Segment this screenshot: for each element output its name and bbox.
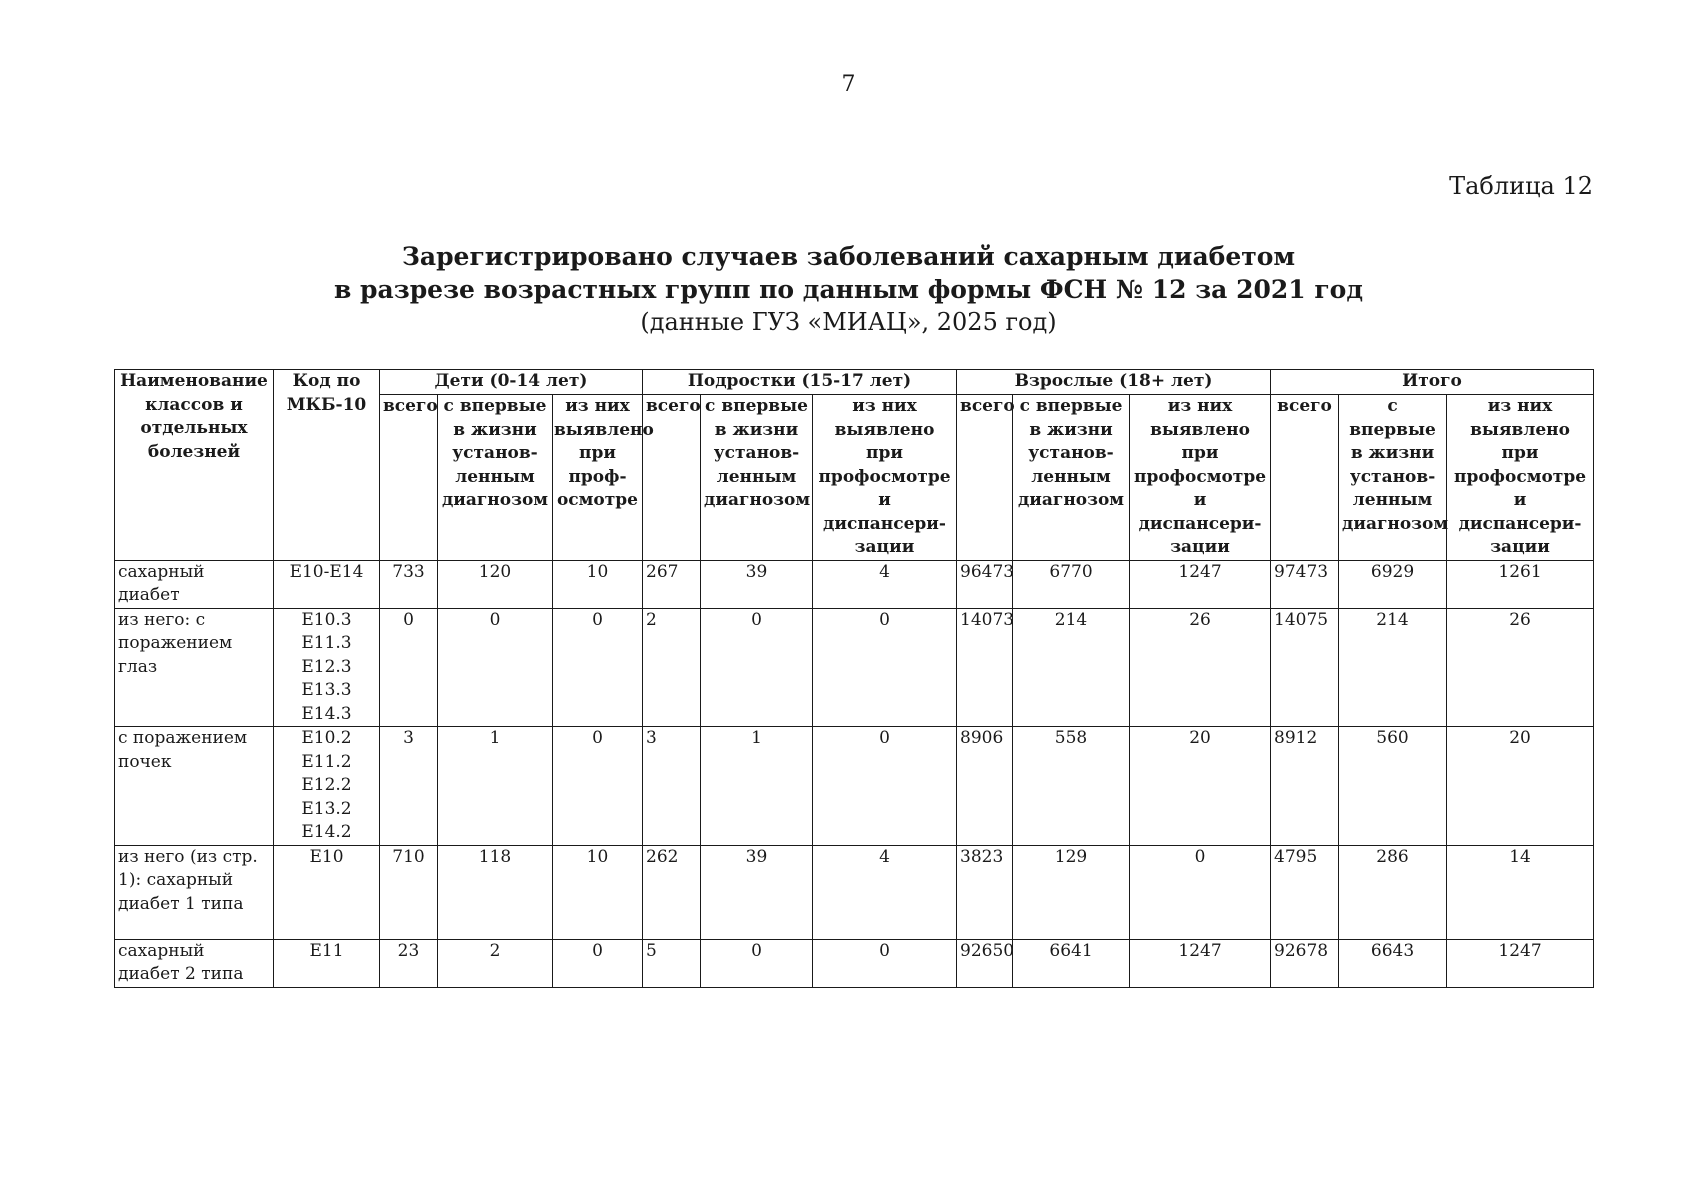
cell-teens-first: 0	[701, 939, 813, 987]
cell-teens-first: 1	[701, 727, 813, 846]
table-row	[115, 560, 1594, 608]
cell-total-total: 97473	[1271, 560, 1339, 608]
cell-teens-first: 0	[701, 608, 813, 727]
row-code: E10.3 E11.3 E12.3 E13.3 E14.3	[274, 608, 380, 727]
cell-total-total: 8912	[1271, 727, 1339, 846]
cell-children-total: 23	[380, 939, 438, 987]
cell-children-found: 0	[553, 939, 643, 987]
cell-adults-first: 6770	[1013, 560, 1130, 608]
header-sub-found: из них выявлено при профосмотре и диспансери-зации	[1130, 395, 1271, 561]
cell-total-total: 4795	[1271, 845, 1339, 939]
row-name: из него (из стр. 1): сахарный диабет 1 типа	[115, 845, 274, 939]
cell-adults-total: 14073	[957, 608, 1013, 727]
cell-children-found: 0	[553, 608, 643, 727]
cell-adults-first: 129	[1013, 845, 1130, 939]
header-group-adults: Взрослые (18+ лет)	[957, 370, 1271, 395]
cell-children-total: 733	[380, 560, 438, 608]
cell-adults-first: 6641	[1013, 939, 1130, 987]
cell-teens-found: 4	[813, 845, 957, 939]
cell-adults-total: 8906	[957, 727, 1013, 846]
page-number: 7	[841, 72, 856, 97]
cell-teens-found: 4	[813, 560, 957, 608]
header-sub-total: всего	[380, 395, 438, 561]
cell-teens-first: 39	[701, 560, 813, 608]
table-title	[0, 240, 1697, 339]
table-row	[115, 727, 1594, 846]
cell-children-first: 118	[438, 845, 553, 939]
table-header	[115, 370, 1594, 561]
cell-adults-found: 0	[1130, 845, 1271, 939]
cell-adults-found: 26	[1130, 608, 1271, 727]
cell-teens-total: 5	[643, 939, 701, 987]
cell-children-total: 3	[380, 727, 438, 846]
cell-adults-found: 1247	[1130, 939, 1271, 987]
header-group-teens: Подростки (15-17 лет)	[643, 370, 957, 395]
cell-children-first: 120	[438, 560, 553, 608]
title-line-2: в разрезе возрастных групп по данным формы ФСН № 12 за 2021 год	[333, 275, 1364, 304]
title-line-1: Зарегистрировано случаев заболеваний сахарным диабетом	[401, 242, 1296, 271]
cell-total-found: 1247	[1447, 939, 1594, 987]
cell-adults-total: 92650	[957, 939, 1013, 987]
row-code: E10-E14	[274, 560, 380, 608]
cell-total-first: 286	[1339, 845, 1447, 939]
header-sub-found: из них выявлено при проф-осмотре	[553, 395, 643, 561]
header-sub-first: с впервые в жизни установ-ленным диагнозом	[1339, 395, 1447, 561]
header-sub-total: всего	[643, 395, 701, 561]
cell-children-first: 1	[438, 727, 553, 846]
cell-total-first: 560	[1339, 727, 1447, 846]
cell-total-first: 214	[1339, 608, 1447, 727]
cell-total-total: 14075	[1271, 608, 1339, 727]
header-group-total: Итого	[1271, 370, 1594, 395]
header-sub-first: с впервые в жизни установ-ленным диагнозом	[438, 395, 553, 561]
header-sub-first: с впервые в жизни установ-ленным диагнозом	[1013, 395, 1130, 561]
cell-total-first: 6643	[1339, 939, 1447, 987]
cell-adults-first: 214	[1013, 608, 1130, 727]
cell-adults-total: 3823	[957, 845, 1013, 939]
cell-adults-found: 20	[1130, 727, 1271, 846]
cell-total-found: 26	[1447, 608, 1594, 727]
cell-teens-first: 39	[701, 845, 813, 939]
table-label: Таблица 12	[1449, 172, 1593, 200]
cell-total-found: 1261	[1447, 560, 1594, 608]
cell-children-found: 10	[553, 560, 643, 608]
table-row	[115, 845, 1594, 939]
cell-teens-total: 267	[643, 560, 701, 608]
table-row	[115, 608, 1594, 727]
diabetes-table	[114, 369, 1594, 988]
row-name: сахарный диабет 2 типа	[115, 939, 274, 987]
row-code: E11	[274, 939, 380, 987]
header-sub-first: с впервые в жизни установ-ленным диагнозом	[701, 395, 813, 561]
title-subtitle: (данные ГУЗ «МИАЦ», 2025 год)	[640, 308, 1057, 336]
table-row	[115, 939, 1594, 987]
cell-children-found: 0	[553, 727, 643, 846]
row-name: с поражением почек	[115, 727, 274, 846]
row-name: из него: с поражением глаз	[115, 608, 274, 727]
row-name: сахарный диабет	[115, 560, 274, 608]
cell-adults-found: 1247	[1130, 560, 1271, 608]
header-sub-found: из них выявлено при профосмотре и диспансери-зации	[813, 395, 957, 561]
row-code: E10	[274, 845, 380, 939]
cell-adults-total: 96473	[957, 560, 1013, 608]
cell-children-first: 2	[438, 939, 553, 987]
cell-children-found: 10	[553, 845, 643, 939]
cell-teens-total: 3	[643, 727, 701, 846]
cell-total-found: 20	[1447, 727, 1594, 846]
cell-teens-found: 0	[813, 727, 957, 846]
cell-total-total: 92678	[1271, 939, 1339, 987]
row-code: E10.2 E11.2 E12.2 E13.2 E14.2	[274, 727, 380, 846]
cell-teens-total: 262	[643, 845, 701, 939]
cell-adults-first: 558	[1013, 727, 1130, 846]
header-sub-total: всего	[1271, 395, 1339, 561]
cell-total-first: 6929	[1339, 560, 1447, 608]
cell-children-total: 710	[380, 845, 438, 939]
cell-children-first: 0	[438, 608, 553, 727]
cell-teens-total: 2	[643, 608, 701, 727]
header-name: Наименование классов и отдельных болезней	[115, 370, 274, 561]
header-sub-total: всего	[957, 395, 1013, 561]
cell-teens-found: 0	[813, 939, 957, 987]
header-code: Код по МКБ-10	[274, 370, 380, 561]
header-sub-found: из них выявлено при профосмотре и диспансери-зации	[1447, 395, 1594, 561]
header-group-children: Дети (0-14 лет)	[380, 370, 643, 395]
cell-children-total: 0	[380, 608, 438, 727]
cell-total-found: 14	[1447, 845, 1594, 939]
cell-teens-found: 0	[813, 608, 957, 727]
